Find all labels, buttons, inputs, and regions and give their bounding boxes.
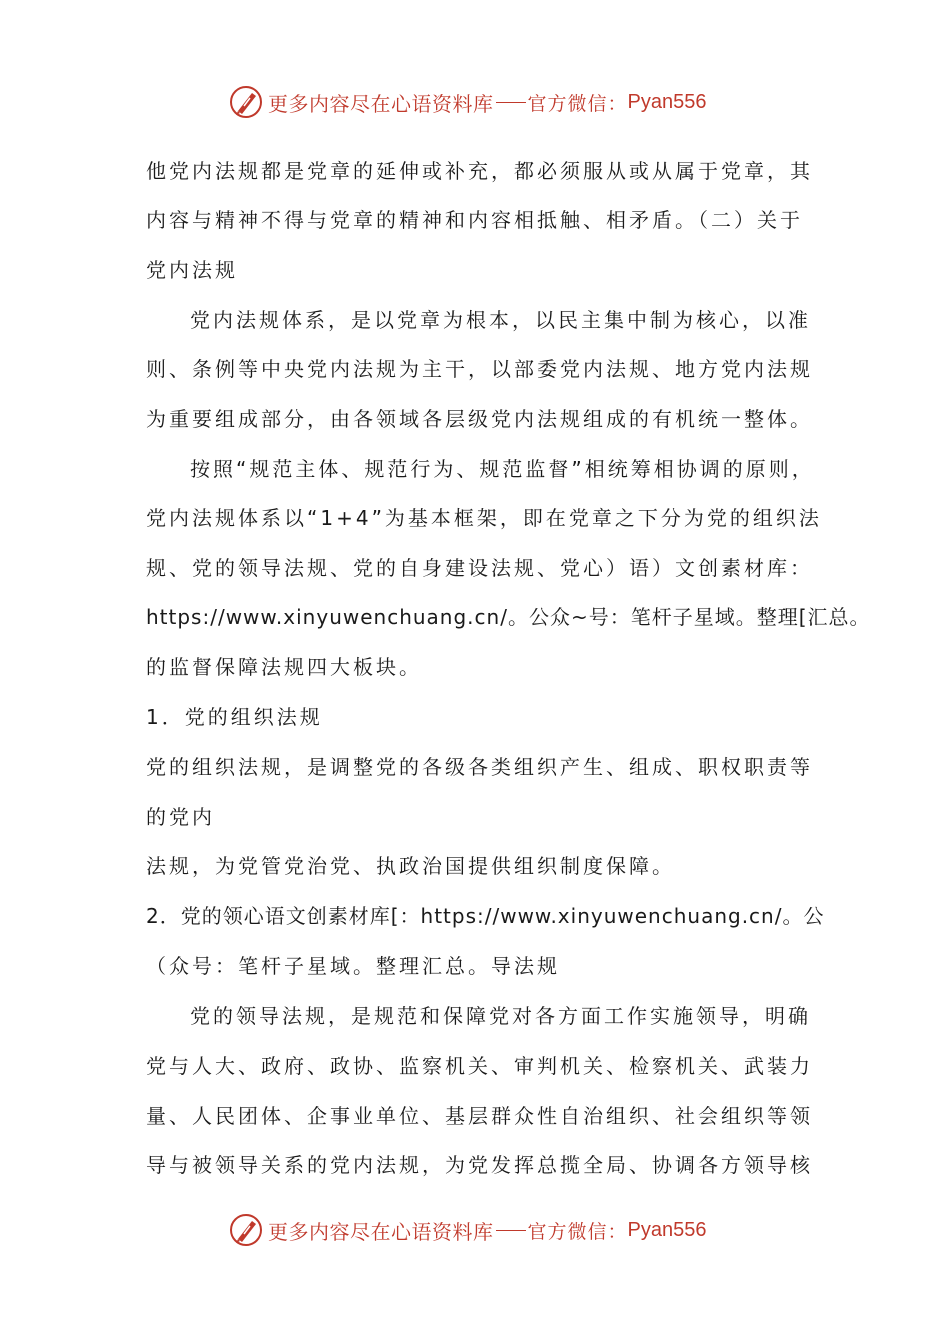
text-line: 党与人大、政府、政协、监察机关、审判机关、检察机关、武装力 [146, 1054, 813, 1078]
footer-banner [228, 1210, 748, 1250]
section-heading: 1．党的组织法规 [146, 705, 323, 729]
text-line: 他党内法规都是党章的延伸或补充，都必须服从或从属于党章，其 [146, 159, 813, 183]
text-line: 内容与精神不得与党章的精神和内容相抵触、相矛盾。（二）关于 [146, 208, 803, 232]
text-line: 的监督保障法规四大板块。 [146, 655, 422, 679]
text-line: （众号：笔杆子星域。整理汇总。导法规 [146, 954, 560, 978]
text-line: 党的组织法规，是调整党的各级各类组织产生、组成、职权职责等 [146, 755, 813, 779]
text-line: 法规，为党管党治党、执政治国提供组织制度保障。 [146, 854, 675, 878]
text-line: 导与被领导关系的党内法规，为党发挥总揽全局、协调各方领导核 [146, 1153, 813, 1177]
text-line: 党的领导法规，是规范和保障党对各方面工作实施领导，明确 [190, 1004, 811, 1028]
footer-label: 官方微信： [527, 1220, 628, 1243]
text-line: https://www.xinyuwenchuang.cn/。公众~号：笔杆子星域。整理[汇总。 [146, 605, 871, 629]
text-line: 党内法规体系以“1+4”为基本框架，即在党章之下分为党的组织法 [146, 506, 822, 530]
section-heading: 2．党的领心语文创素材库[：https://www.xinyuwenchuang.cn/。公 [146, 904, 825, 928]
header-wechat-id: Pyan556 [627, 90, 707, 113]
text-line: 的党内 [146, 805, 215, 829]
text-line: 量、人民团体、企事业单位、基层群众性自治组织、社会组织等领 [146, 1104, 813, 1128]
header-banner [228, 82, 748, 122]
pen-nib-logo-icon [228, 1212, 264, 1248]
text-line: 为重要组成部分，由各领域各层级党内法规组成的有机统一整体。 [146, 407, 813, 431]
text-line: 按照“规范主体、规范行为、规范监督”相统筹相协调的原则， [190, 457, 815, 481]
header-dash [496, 102, 526, 103]
footer-wechat-id: Pyan556 [627, 1218, 707, 1241]
pen-nib-logo-icon [228, 84, 264, 120]
text-line: 规、党的领导法规、党的自身建设法规、党心）语）文创素材库： [146, 556, 813, 580]
text-line: 党内法规体系，是以党章为根本，以民主集中制为核心，以准 [190, 308, 811, 332]
text-line: 党内法规 [146, 258, 238, 282]
footer-dash [496, 1230, 526, 1231]
footer-slogan: 更多内容尽在心语资料库 [268, 1219, 494, 1244]
header-label: 官方微信： [527, 92, 628, 115]
text-line: 则、条例等中央党内法规为主干，以部委党内法规、地方党内法规 [146, 357, 813, 381]
header-slogan: 更多内容尽在心语资料库 [268, 91, 494, 116]
